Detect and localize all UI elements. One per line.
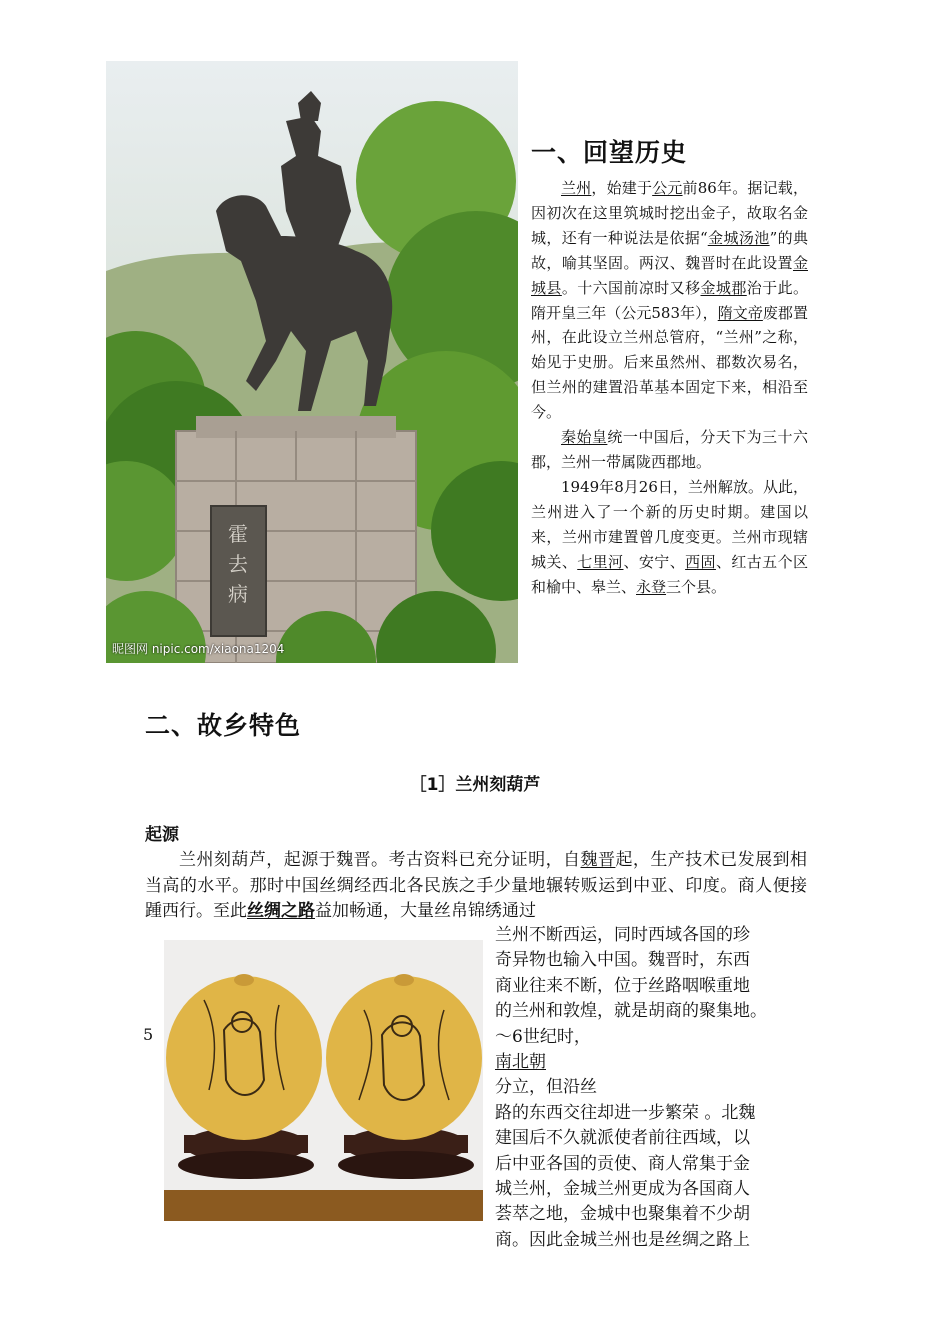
- section-heading-features: 二、故乡特色: [145, 711, 302, 740]
- origin-label: 起源: [145, 825, 179, 845]
- text-run: ，始建于: [591, 179, 653, 197]
- text-line: [495, 1126, 813, 1151]
- text-run: ”的典故，喻其坚固。两汉、魏晋时在此设置: [531, 228, 809, 272]
- text-run: 治于此。隋开皇三年（公元583年），: [531, 278, 808, 322]
- text-line: [495, 1152, 813, 1177]
- carved-gourd-photo: [164, 940, 483, 1221]
- statue-illustration: [106, 61, 518, 663]
- underlined-term: 丝绸之路: [247, 901, 315, 921]
- text-line: [495, 1025, 813, 1101]
- text-line: [495, 974, 813, 999]
- plaque-text-3: 病: [228, 582, 248, 606]
- origin-text-wrapped: [495, 923, 813, 1253]
- text-run: 前86年。据记载，因初次在这里筑城时挖出金子，故取名金城，还有一种说法是依据“: [531, 179, 808, 247]
- text-line: [495, 999, 813, 1024]
- underlined-term: 金城汤池: [707, 228, 770, 247]
- underlined-term: 魏晋: [580, 850, 616, 870]
- text-run: 后中亚各国的贡使、商人常集于金: [495, 1153, 750, 1174]
- text-run: 起，生产技术已发展到相当高的水平。那时中国丝绸经西北各民族之手少量地辗转贩运到中亚、印度。商人便接踵西行。至此: [145, 850, 808, 921]
- history-text: [531, 176, 808, 599]
- text-run: 商业往来不断，位于丝路咽喉重地: [495, 975, 750, 996]
- underlined-term: 公元: [652, 179, 683, 197]
- text-run: 统一中国后，分天下为三十六郡，兰州一带属陇西郡地。: [531, 428, 808, 471]
- text-run: 。十六国前凉时又移: [561, 278, 701, 297]
- section-heading-history: 一、回望历史: [531, 138, 688, 167]
- history-paragraph-2: [531, 425, 808, 475]
- history-paragraph-1: [531, 176, 808, 425]
- underlined-term: 隋文帝: [717, 303, 763, 322]
- text-line: [495, 948, 813, 973]
- stray-number: 5: [143, 1025, 154, 1044]
- text-run: 废郡置州，在此设立兰州总管府，“兰州”之称，始见于史册。后来虽然州、郡数次易名，但兰州的建置沿革基本固定下来，相沿至今。: [531, 303, 808, 422]
- text-run: 、红古五个区和榆中、皋兰、: [531, 552, 808, 596]
- underlined-term: 兰州: [561, 179, 592, 197]
- text-run: 路的东西交往却进一步繁荣 。北魏: [495, 1102, 756, 1123]
- text-run: 、安宁、: [623, 552, 686, 571]
- text-run: 1949年8月26日，兰州解放。从此，兰州进入了一个新的历史时期。建国以来，兰州市建置曾几度变更。兰州市现辖城关、: [531, 477, 808, 571]
- underlined-term: 金城县: [531, 253, 808, 297]
- text-run: 三个县。: [666, 577, 727, 596]
- origin-text: [145, 848, 807, 925]
- subheading-gourd: ［1］兰州刻葫芦: [409, 775, 541, 795]
- underlined-term: 西固: [685, 552, 716, 571]
- text-run: 荟萃之地，金城中也聚集着不少胡: [495, 1204, 750, 1225]
- text-run: 商。因此金城兰州也是丝绸之路上: [495, 1229, 750, 1250]
- underlined-term: 南北朝: [495, 1052, 546, 1073]
- text-run: 城兰州，金城兰州更成为各国商人: [495, 1179, 750, 1200]
- text-run: 兰州刻葫芦，起源于魏晋。考古资料已充分证明，自: [179, 850, 581, 870]
- origin-paragraph: [145, 848, 807, 925]
- underlined-term: 七里河: [577, 552, 624, 571]
- text-line: [495, 923, 813, 948]
- text-run: 的兰州和敦煌，就是胡商的聚集地。: [495, 1001, 767, 1022]
- statue-photo: [106, 61, 518, 663]
- plaque-text-1: 霍: [228, 522, 248, 546]
- underlined-term: 秦始皇: [561, 428, 608, 447]
- text-run: 建国后不久就派使者前往西域，以: [495, 1128, 750, 1149]
- watermark: 昵图网 nipic.com/xiaona1204: [112, 642, 285, 656]
- underlined-term: 永登: [636, 577, 667, 596]
- text-run: 益加畅通，大量丝帛锦绣通过: [315, 901, 536, 921]
- text-line: [495, 1101, 813, 1126]
- plaque-text-2: 去: [228, 552, 248, 576]
- text-run: 分立，但沿丝: [495, 1077, 597, 1098]
- text-run: ～6世纪时，: [495, 1026, 591, 1047]
- text-line: [495, 1228, 813, 1253]
- gourd-illustration: [164, 940, 483, 1221]
- underlined-term: 金城郡: [700, 278, 747, 297]
- text-run: 奇异物也输入中国。魏晋时，东西: [495, 950, 750, 971]
- text-run: 兰州不断西运，同时西域各国的珍: [495, 925, 750, 945]
- text-line: [495, 1177, 813, 1202]
- history-paragraph-3: [531, 475, 808, 600]
- text-line: [495, 1202, 813, 1227]
